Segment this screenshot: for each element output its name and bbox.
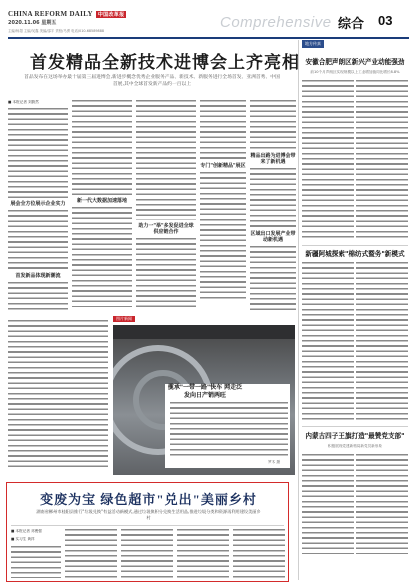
column-divider [298,40,299,580]
body-text [302,80,354,240]
right-column [300,40,410,555]
feature-byline-2: ■ 实习生 黄祥 [11,537,35,542]
body-text [177,529,229,579]
section-english-title: Comprehensive [220,14,332,31]
photo-news-label: 图片新闻 [113,316,135,322]
right-divider-2 [302,426,408,427]
issue-date: 2020.11.06 星期五 [8,20,57,26]
right-title-3: 内蒙古四子王旗打造"最赞党支部" [305,432,405,440]
lead-column-5 [250,100,296,310]
masthead-cn-badge: 中国改革报 [97,13,125,18]
body-text [8,282,68,310]
lead-column-2 [72,100,132,310]
lead-subhead-5: 专门"创新精品"展区 [200,163,246,169]
lead-subhead-6: 精品出路为进博会带来了新机遇 [250,153,296,165]
lead-subhead-2: 首发新品体现新潮流 [8,273,68,279]
feature-column-4 [177,529,229,579]
right-text-1b [356,80,408,240]
feature-column-3 [121,529,173,579]
right-column-tag: 地方传真 [302,40,324,48]
lead-subhead-7: 区域出口发展产业带动新机遇 [250,231,296,243]
right-title-1: 安徽合肥声朗区新兴产业动能强劲 [305,58,405,66]
body-text [233,529,285,579]
body-text [302,454,354,554]
body-text [356,80,408,240]
section-title: 综合 [338,17,365,32]
right-sub-1: 前10个月声朗区实现规模以上工业增加值同比增长8.8% [310,70,400,74]
header-divider [8,37,409,39]
body-text [356,454,408,554]
body-text [250,100,296,150]
page-header [8,6,409,38]
body-text [356,262,408,422]
body-text [72,207,132,307]
body-text [250,168,296,228]
feature-byline-1: ■ 本报记者 邓俊强 [11,529,42,533]
right-title-2: 新疆阿城探索"棉纺式暨务"新模式 [305,250,405,258]
masthead: CHINA REFORM DAILY 中国改革报 [8,10,125,18]
lead-column-1 [8,100,68,310]
feature-column-5 [233,529,285,579]
right-text-2a [302,262,354,422]
body-text [136,238,196,308]
photo-caption-text [170,402,288,456]
feature-box [6,482,289,582]
right-sub-3: 积极展现党建新格局新党员新形象 [328,444,382,448]
lead-subhead-4: 助力一"举"多发促进全球供应链合作 [136,223,196,235]
body-text [11,546,61,578]
body-text [302,262,354,422]
feature-column-2 [65,529,117,579]
feature-divider [11,525,284,526]
lead-headline: 首发精品全新技术进博会上齐亮相 [30,53,300,72]
photo-title: 揽承"一带一路"快车 网走泛发向日产销两旺 [167,384,243,399]
body-text [121,529,173,579]
body-text [200,172,246,302]
feature-column-1 [11,529,61,579]
lead-subhead-3: 新一代大数据加速落地 [72,198,132,204]
right-text-2b [356,262,408,422]
body-text [8,108,68,198]
photo-credit: 罗木 摄 [268,460,280,464]
body-text [8,210,68,270]
lead-subhead-1: 展会全方位展示企业实力 [8,201,68,207]
body-text [170,402,288,456]
feature-title: 变废为宝 绿色超市"兑出"美丽乡村 [40,492,257,507]
feature-subtitle: 湖南省郴州市桂阳县推行"垃圾兑换"有益活动新模式,通过垃圾换积分兑换生活用品,推进垃圾分类和资源再利用建设美丽乡村 [36,509,261,520]
body-text [250,246,296,310]
lead-continuation [8,320,108,475]
lead-column-4 [200,100,246,310]
right-text-1a [302,80,354,240]
body-text [8,320,108,470]
body-text [72,100,132,195]
body-text [136,100,196,220]
page-number: 03 [378,13,393,28]
right-text-3a [302,454,354,554]
lead-column-3 [136,100,196,310]
body-text [200,100,246,160]
lead-subline: 首品发布在这场举办最十届第三届进博会,新进步概念优秀企业服务产品、新技术、新服务进行全场首发、亚洲首秀、中国首展,其中全球首发新产品约一百以上 [24,75,280,87]
photo-ceiling [113,325,295,339]
editor-meta: 主编/杨超 主编/吴鑫 美编/邵宇 责校/马勇 电话/010-68589888 [8,29,105,33]
right-divider-1 [302,245,408,246]
body-text [65,529,117,579]
lead-byline: ■ 本报记者 刘蔚然 [8,100,39,104]
right-text-3b [356,454,408,554]
